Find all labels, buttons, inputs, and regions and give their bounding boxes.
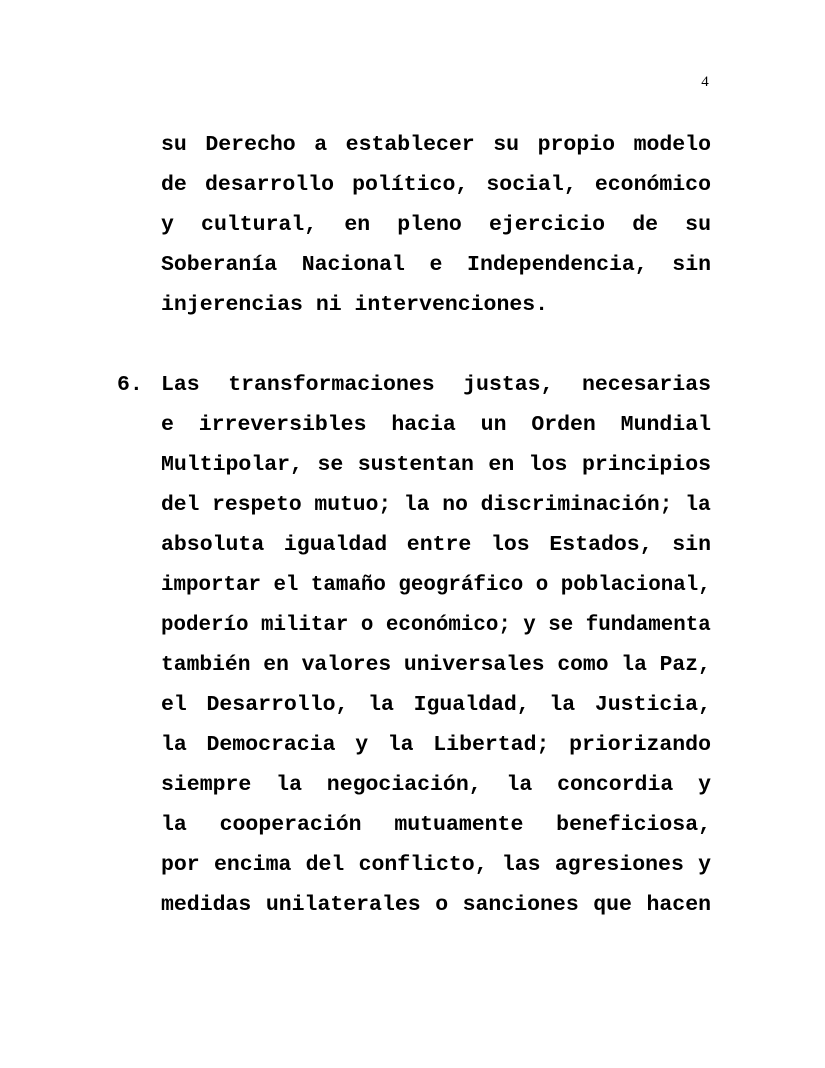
paragraph-line: poderío militar o económico; y se fundamenta [161, 613, 711, 637]
paragraph-line: injerencias ni intervenciones. [161, 293, 549, 317]
paragraph-line: el Desarrollo, la Igualdad, la Justicia, [161, 693, 711, 717]
paragraph-line: siempre la negociación, la concordia y [161, 773, 711, 797]
paragraph-line: por encima del conflicto, las agresiones y [161, 853, 711, 877]
paragraph-line: del respeto mutuo; la no discriminación; la [161, 493, 711, 517]
paragraph-line: y cultural, en pleno ejercicio de su [161, 213, 711, 237]
page-number: 4 [701, 74, 709, 90]
paragraph-line: la Democracia y la Libertad; priorizando [161, 733, 711, 757]
paragraph-line: de desarrollo político, social, económico [161, 173, 711, 197]
paragraph-line: absoluta igualdad entre los Estados, sin [161, 533, 711, 557]
paragraph-line: también en valores universales como la Paz, [161, 653, 711, 677]
paragraph-line: importar el tamaño geográfico o poblacional, [161, 573, 711, 597]
list-item-marker: 6. [117, 373, 143, 397]
paragraph-line: Las transformaciones justas, necesarias [161, 373, 711, 397]
paragraph-line: Multipolar, se sustentan en los principios [161, 453, 711, 477]
paragraph-line: Soberanía Nacional e Independencia, sin [161, 253, 711, 277]
paragraph-line: la cooperación mutuamente beneficiosa, [161, 813, 711, 837]
paragraph-line: su Derecho a establecer su propio modelo [161, 133, 711, 157]
paragraph-line: medidas unilaterales o sanciones que hacen [161, 893, 711, 917]
paragraph-line: e irreversibles hacia un Orden Mundial [161, 413, 711, 437]
